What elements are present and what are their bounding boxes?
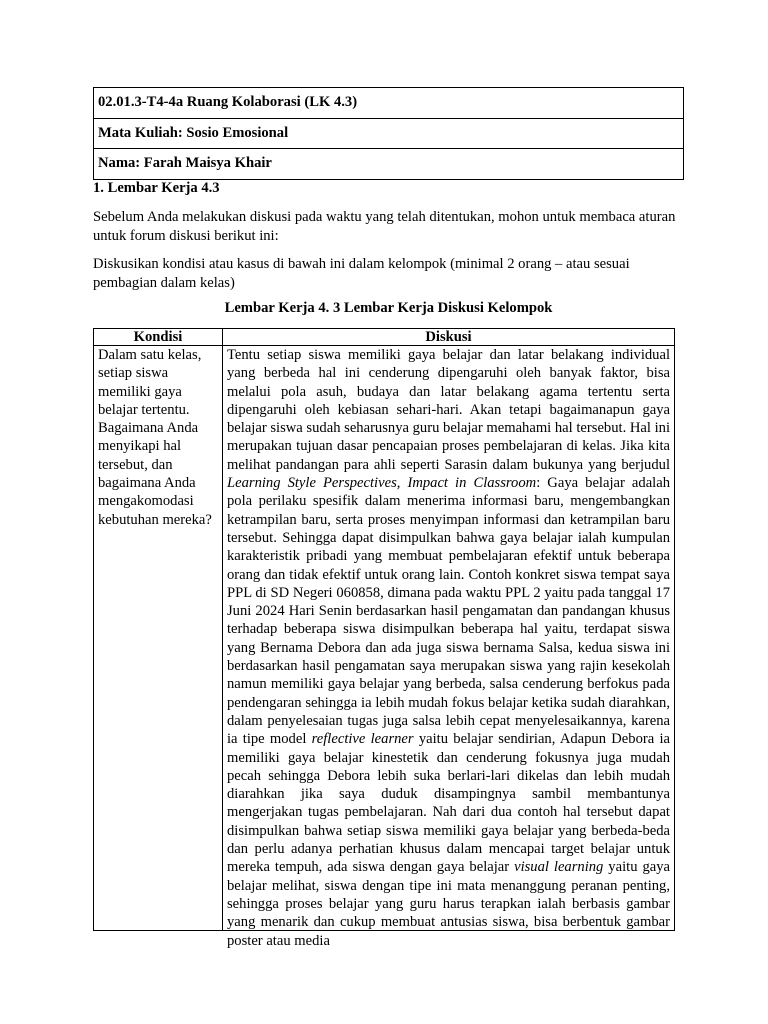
diskusi-text-1: Tentu setiap siswa memiliki gaya belajar dan latar belakang individual yang berbeda hal ini cenderung dipengaruhi oleh banyak faktor, bisa melalui pola asuh, budaya dan latar belakang agama tertentu serta dipengaruhi oleh kebiasan sehari-hari. Akan tetapi bagaimanapun gaya belajar siswa sudah seharusnya guru belajar memahami hal tersebut. Hal ini merupakan tujuan dasar pencapaian proses pembelajaran di kelas. Jika kita melihat pandangan para ahli seperti Sarasin dalam bukunya yang berjudul <box>227 347 670 473</box>
diskusi-text-3: yaitu belajar sendirian, Adapun Debora ia memiliki gaya belajar kinestetik dan cenderung fokusnya juga mudah pecah sehingga Debora lebih suka berlari-lari dikelas dan lebih mudah diarahkan jika saya duduk disampingnya sambil membantunya mengerjakan tugas pembelajaran. Nah dari dua contoh hal tersebut dapat disimpulkan bahwa setiap siswa memiliki gaya belajar yang berbeda-beda dan perlu adanya perhatian khusus dalam mencapai target belajar untuk mereka tempuh, ada siswa dengan gaya belajar <box>227 731 670 876</box>
visual-learning-italic: visual learning <box>514 859 604 876</box>
student-name: Nama: Farah Maisya Khair <box>94 149 684 180</box>
table-caption: Lembar Kerja 4. 3 Lembar Kerja Diskusi Kelompok <box>224 300 553 316</box>
table-row <box>94 346 675 931</box>
reflective-learner-italic: reflective learner <box>311 731 414 748</box>
diskusi-text-2: : Gaya belajar adalah pola perilaku spesifik dalam menerima informasi baru, mengembangkan ketrampilan baru, serta proses menyimpan informasi dan ketrampilan baru tersebut. Sehingga dapat disimpulkan bahwa gaya belajar ialah kumpulan karakteristik pribadi yang membuat pembelajaran efektif untuk beberapa orang dan tidak efektif untuk orang lain. Contoh konkret siswa tempat saya PPL di SD Negeri 060858, dimana pada waktu PPL 2 yaitu pada tanggal 17 Juni 2024 Hari Senin berdasarkan hasil pengamatan dan pandangan khusus terhadap beberapa siswa disimpulkan beberapa hal yaitu, terdapat siswa yang Bernama Debora dan ada juga siswa bernama Salsa, kedua siswa ini berdasarkan hasil pengamatan saya merupakan siswa yang rajin kesekolah namun memiliki gaya belajar yang berbeda, salsa cenderung berfokus pada pendengaran sehingga ia lebih mudah fokus belajar ketika sudah diarahkan, dalam penyelesaian tugas juga salsa lebih cepat menyelesaikannya, karena ia tipe model <box>227 475 670 748</box>
intro-paragraph-1: Sebelum Anda melakukan diskusi pada waktu yang telah ditentukan, mohon untuk membaca aturan untuk forum diskusi berikut ini: <box>93 209 676 244</box>
table-header-row <box>94 329 675 346</box>
lk-code: 02.01.3-T4-4a Ruang Kolaborasi (LK 4.3) <box>94 88 684 119</box>
diskusi-text-4: yaitu gaya belajar melihat, siswa dengan tipe ini mata menanggung peranan penting, sehingga proses belajar yang guru harus terapkan ialah berbasis gambar yang menarik dan cukup membuat antusias siswa, bisa berbentuk gambar poster atau media <box>227 859 670 949</box>
diskusi-header: Diskusi <box>223 329 675 346</box>
kondisi-text: Dalam satu kelas, setiap siswa memiliki gaya belajar tertentu. Bagaimana Anda menyikapi hal tersebut, dan bagaimana Anda mengakomodasi kebutuhan mereka? <box>98 347 212 528</box>
book-title-italic: Learning Style Perspectives, Impact in Classroom <box>227 475 537 492</box>
kondisi-cell <box>94 346 223 931</box>
diskusi-cell <box>223 346 675 949</box>
intro-paragraph-2: Diskusikan kondisi atau kasus di bawah ini dalam kelompok (minimal 2 orang – atau sesuai pembagian dalam kelas) <box>93 256 630 291</box>
header-table <box>93 87 684 180</box>
kondisi-header: Kondisi <box>94 329 223 346</box>
section-title: 1. Lembar Kerja 4.3 <box>93 180 220 196</box>
discussion-table <box>93 328 675 949</box>
course-name: Mata Kuliah: Sosio Emosional <box>94 118 684 149</box>
